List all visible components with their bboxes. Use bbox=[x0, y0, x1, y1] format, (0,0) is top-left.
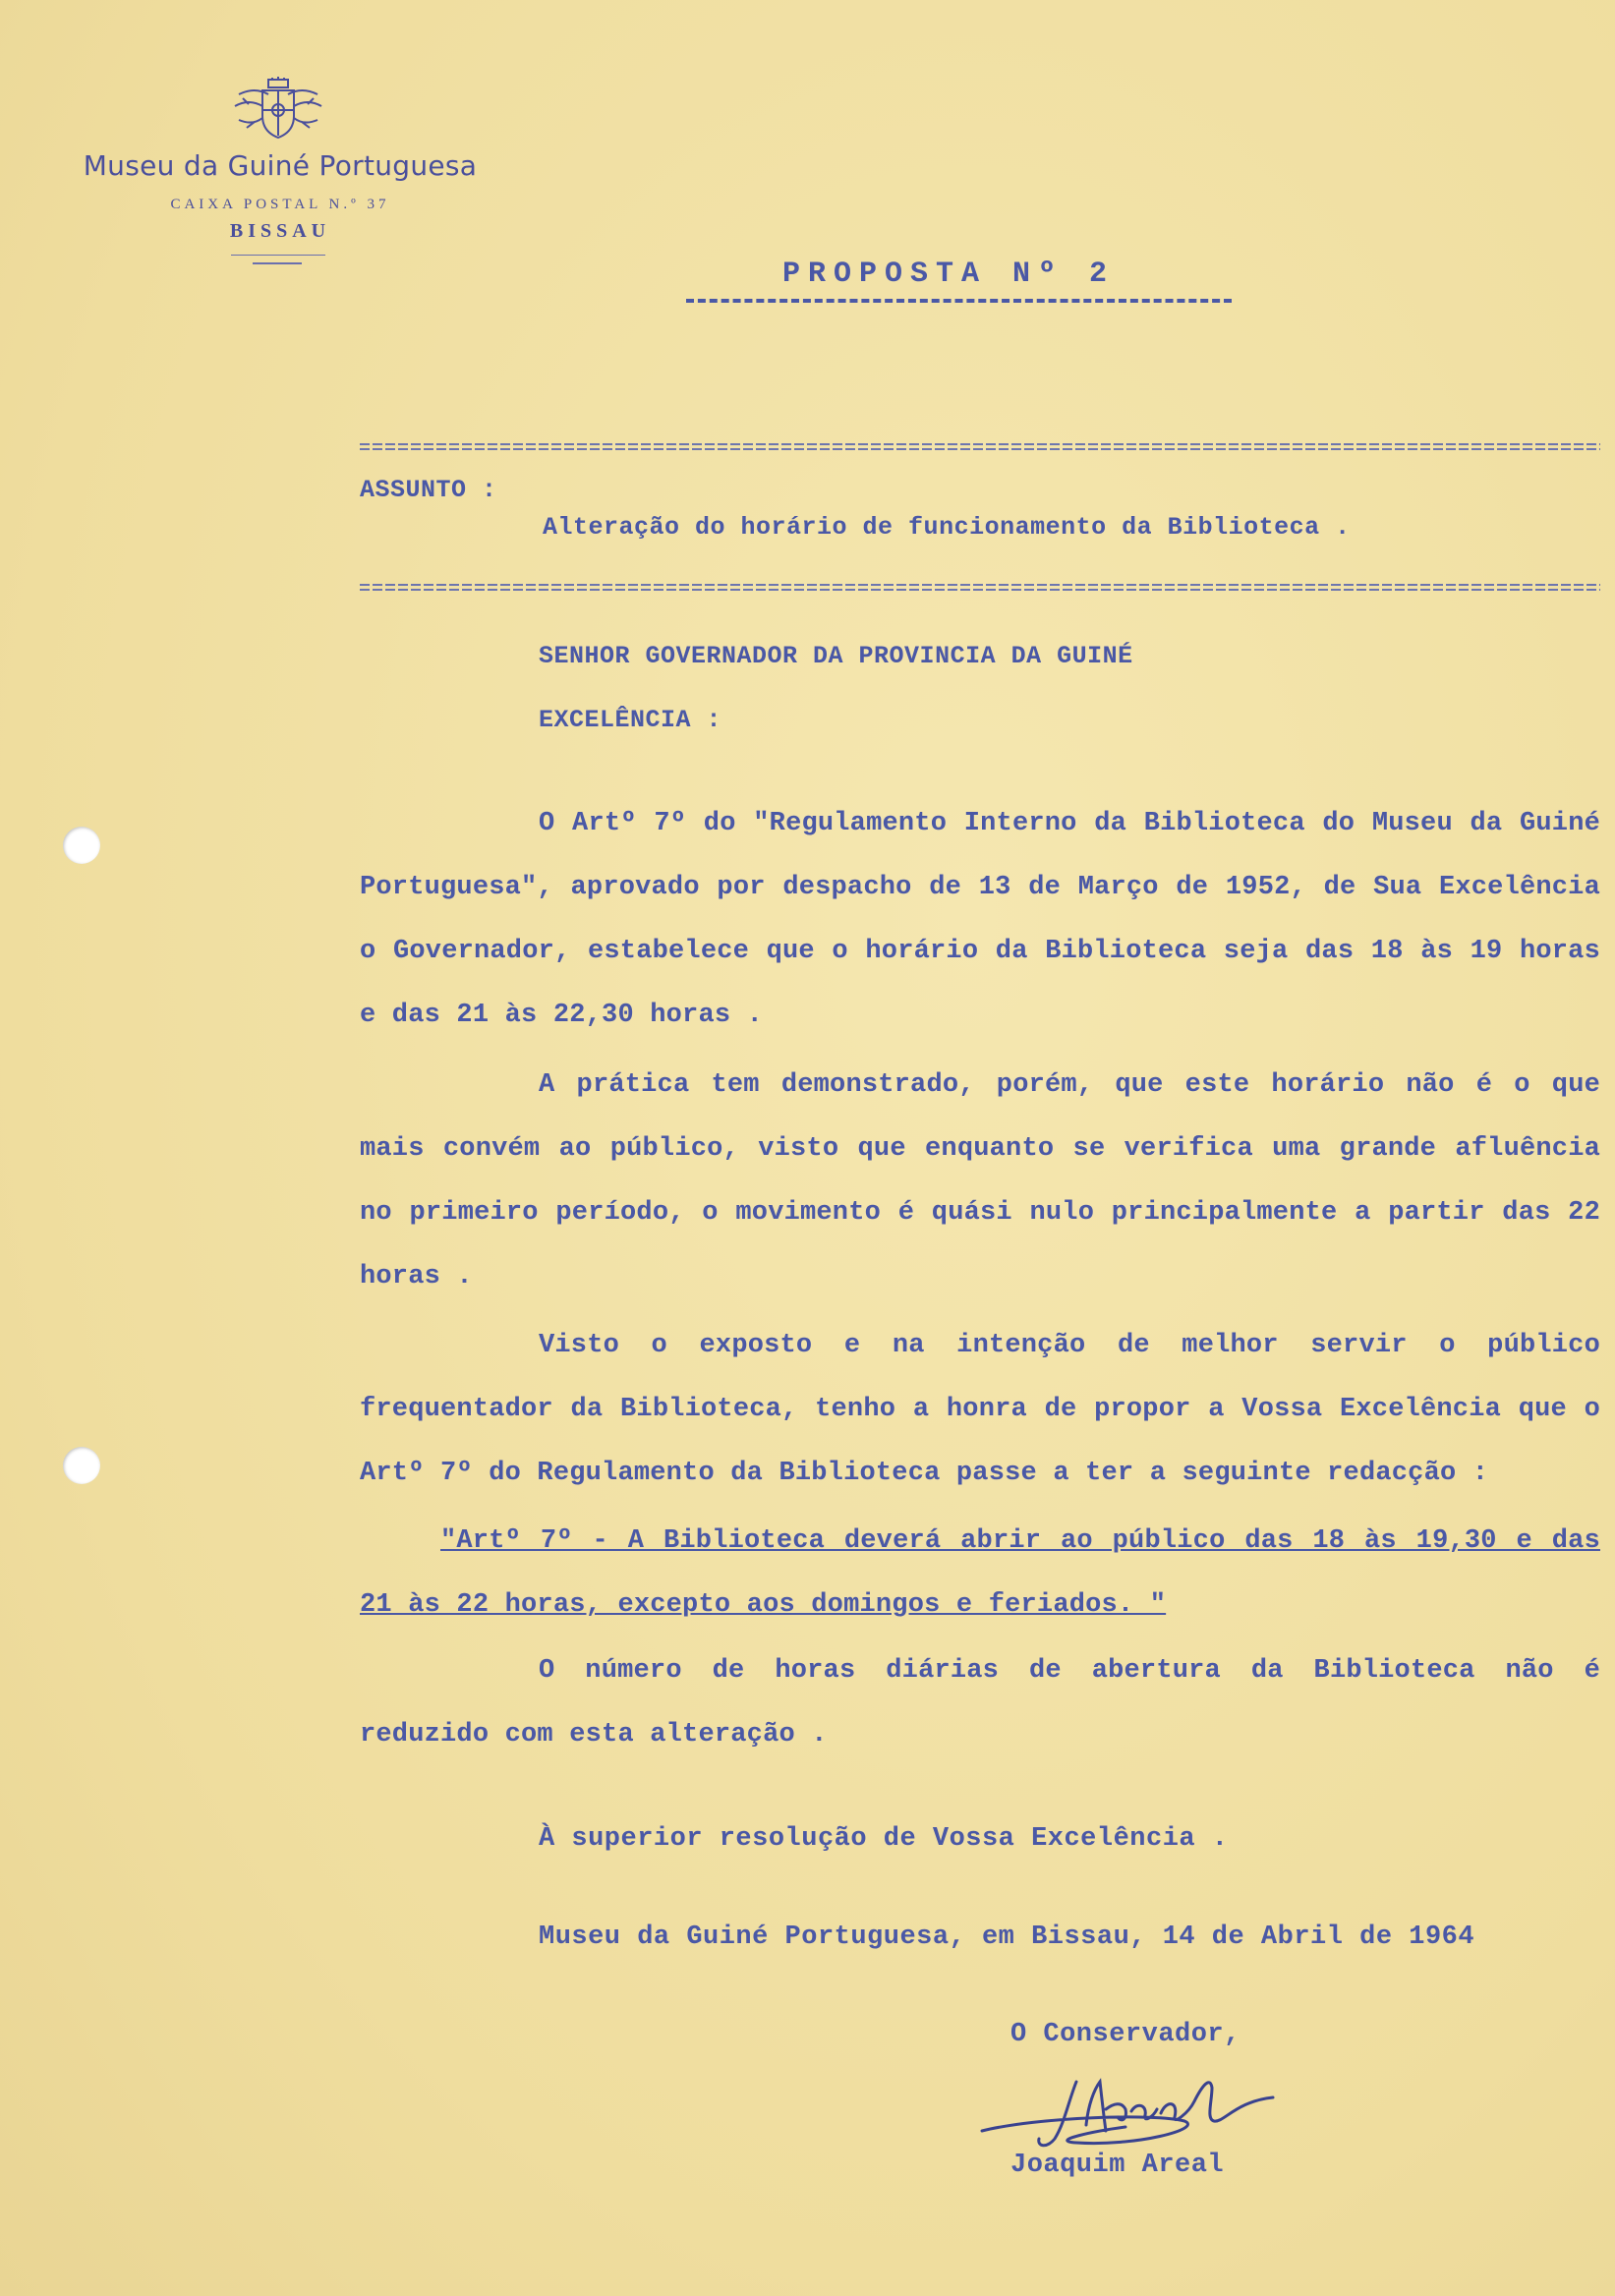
subject-bottom-rule bbox=[360, 584, 1600, 596]
letterhead-divider-short bbox=[253, 262, 302, 264]
body-paragraph: O Artº 7º do "Regulamento Interno da Biblioteca do Museu da Guiné Portuguesa", aprovado por despacho de 13 de Março de 1952, de Sua Excelência o Governador, estabelece que o horário da Biblioteca seja das 18 às 19 horas e das 21 às 22,30 horas . bbox=[360, 809, 1600, 1030]
subject-label: ASSUNTO : bbox=[360, 476, 497, 504]
place-and-date: Museu da Guiné Portuguesa, em Bissau, 14 de Abril de 1964 bbox=[539, 1923, 1475, 1952]
document-title: PROPOSTA Nº 2 bbox=[782, 258, 1116, 291]
letterhead-divider bbox=[231, 255, 325, 256]
punch-hole bbox=[63, 1447, 100, 1484]
title-underline bbox=[686, 299, 1232, 303]
letterhead-city: BISSAU bbox=[229, 220, 331, 242]
address-form: EXCELÊNCIA : bbox=[539, 706, 722, 734]
body-paragraph: Visto o exposto e na intenção de melhor servir o público frequentador da Biblioteca, tenho a honra de propor a Vossa Excelência que o Artº 7º do Regulamento da Biblioteca passe a ter a seguinte redacção : bbox=[360, 1331, 1600, 1488]
subject-text: Alteração do horário de funcionamento da Biblioteca . bbox=[543, 513, 1351, 542]
subject-top-rule bbox=[360, 443, 1600, 455]
punch-hole bbox=[63, 827, 100, 864]
signatory-name: Joaquim Areal bbox=[1010, 2151, 1225, 2180]
coat-of-arms-emblem-icon bbox=[233, 77, 323, 144]
handwritten-signature-icon bbox=[978, 2062, 1283, 2160]
body-paragraph: O número de horas diárias de abertura da Biblioteca não é reduzido com esta alteração . bbox=[360, 1656, 1600, 1750]
proposed-article-text: "Artº 7º - A Biblioteca deverá abrir ao público das 18 às 19,30 e das 21 às 22 horas, excepto aos domingos e feriados. " bbox=[360, 1526, 1600, 1620]
signatory-role: O Conservador, bbox=[1010, 2020, 1240, 2049]
closing-line: À superior resolução de Vossa Excelência . bbox=[539, 1824, 1229, 1854]
salutation: SENHOR GOVERNADOR DA PROVINCIA DA GUINÉ bbox=[539, 642, 1133, 670]
body-paragraph: A prática tem demonstrado, porém, que este horário não é o que mais convém ao público, visto que enquanto se verifica uma grande afluência no primeiro período, o movimento é quási nulo principalmente a partir das 22 horas . bbox=[360, 1070, 1600, 1292]
letterhead-institution: Museu da Guiné Portuguesa bbox=[83, 149, 478, 182]
letterhead-address: CAIXA POSTAL N.º 37 bbox=[170, 197, 390, 212]
